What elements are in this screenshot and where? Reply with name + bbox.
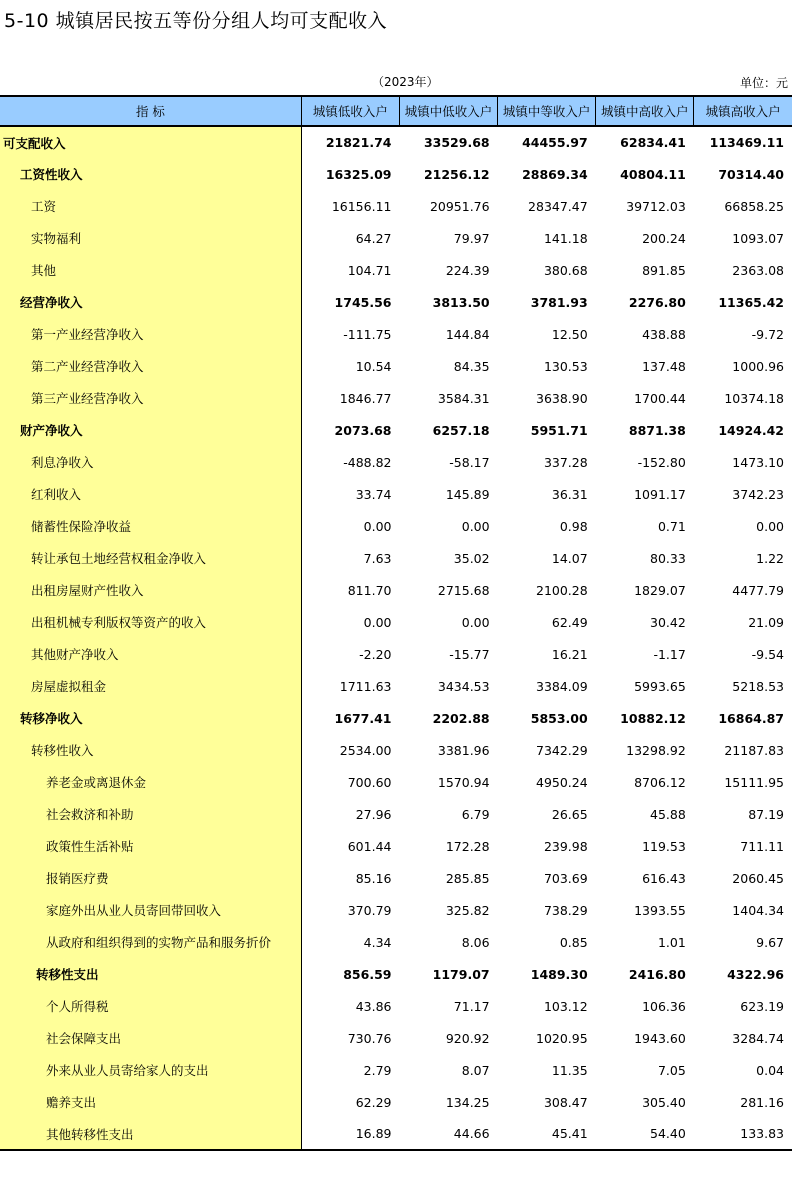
cell-value: 730.76: [347, 1030, 392, 1046]
table-row: [0, 414, 792, 446]
cell-value: 79.97: [453, 230, 490, 246]
cell-value: 21187.83: [724, 742, 784, 758]
cell-value: 5951.71: [530, 422, 588, 438]
cell-value: 16864.87: [718, 710, 784, 726]
cell-value: 1393.55: [634, 902, 686, 918]
cell-value: 6.79: [461, 806, 490, 822]
header-lower-middle-income: 城镇中低收入户: [399, 96, 497, 126]
cell-value: 8.06: [461, 934, 490, 950]
cell-value: 856.59: [343, 966, 392, 982]
cell-value: 66858.25: [724, 198, 784, 214]
cell-value: 64.27: [355, 230, 392, 246]
cell-value: 62.49: [551, 614, 588, 630]
cell-value: 133.83: [694, 1118, 792, 1150]
cell-value: 87.19: [748, 806, 784, 822]
cell-value: 281.16: [740, 1094, 784, 1110]
cell-value: 601.44: [347, 838, 392, 854]
cell-value: 0.04: [756, 1062, 784, 1078]
row-label: 转移性收入: [0, 734, 301, 766]
header-indicator: 指 标: [0, 96, 301, 126]
table-row: [0, 222, 792, 254]
cell-value: 7342.29: [536, 742, 588, 758]
cell-value: 54.40: [596, 1118, 694, 1150]
row-label: 储蓄性保险净收益: [0, 510, 301, 542]
cell-value: -2.20: [359, 646, 392, 662]
row-label: 报销医疗费: [0, 862, 301, 894]
table-row: [0, 190, 792, 222]
table-row: [0, 862, 792, 894]
income-table: [0, 95, 792, 1151]
cell-value: 36.31: [551, 486, 588, 502]
cell-value: 11365.42: [718, 294, 784, 310]
cell-value: 738.29: [543, 902, 588, 918]
table-row: [0, 990, 792, 1022]
cell-value: 12.50: [551, 326, 588, 342]
cell-value: 11.35: [551, 1062, 588, 1078]
cell-value: 4477.79: [732, 582, 784, 598]
cell-value: 33529.68: [423, 135, 490, 150]
row-label: 工资: [0, 190, 301, 222]
unit-note: 单位：元: [739, 76, 788, 90]
cell-value: 172.28: [445, 838, 490, 854]
header-upper-middle-income: 城镇中高收入户: [596, 96, 694, 126]
table-row: [0, 798, 792, 830]
row-label: 赡养支出: [0, 1086, 301, 1118]
cell-value: 1700.44: [634, 390, 686, 406]
cell-value: 2073.68: [334, 422, 392, 438]
cell-value: 3813.50: [432, 294, 490, 310]
cell-value: 44455.97: [522, 135, 588, 150]
table-row: [0, 510, 792, 542]
cell-value: 1179.07: [432, 966, 490, 982]
cell-value: 2276.80: [628, 294, 686, 310]
cell-value: 27.96: [355, 806, 392, 822]
table-row: [0, 1022, 792, 1054]
row-label: 利息净收入: [0, 446, 301, 478]
cell-value: 28347.47: [528, 198, 588, 214]
table-row: [0, 446, 792, 478]
cell-value: 4322.96: [727, 966, 784, 982]
cell-value: 239.98: [543, 838, 588, 854]
cell-value: 141.18: [543, 230, 588, 246]
cell-value: 2715.68: [437, 582, 490, 598]
cell-value: 0.00: [461, 614, 490, 630]
cell-value: 104.71: [347, 262, 392, 278]
cell-value: 3434.53: [437, 678, 490, 694]
table-row: [0, 350, 792, 382]
cell-value: 113469.11: [709, 135, 784, 150]
table-row: [0, 574, 792, 606]
cell-value: 45.88: [650, 806, 686, 822]
cell-value: 7.63: [363, 550, 392, 566]
row-label: 外来从业人员寄给家人的支出: [0, 1054, 301, 1086]
row-label: 可支配收入: [0, 126, 301, 158]
cell-value: 1020.95: [536, 1030, 588, 1046]
cell-value: 4.34: [363, 934, 392, 950]
header-low-income: 城镇低收入户: [301, 96, 399, 126]
cell-value: -9.72: [751, 326, 784, 342]
cell-value: 62.29: [355, 1094, 392, 1110]
cell-value: -9.54: [751, 646, 784, 662]
cell-value: 2100.28: [536, 582, 588, 598]
cell-value: 2202.88: [432, 710, 490, 726]
cell-value: 711.11: [740, 838, 784, 854]
cell-value: 45.41: [498, 1118, 596, 1150]
cell-value: 0.00: [461, 518, 490, 534]
cell-value: 33.74: [355, 486, 392, 502]
cell-value: 15111.95: [724, 774, 784, 790]
cell-value: 5993.65: [634, 678, 686, 694]
cell-value: 0.00: [363, 614, 392, 630]
table-row: [0, 670, 792, 702]
row-label: 转让承包土地经营权租金净收入: [0, 542, 301, 574]
table-row: [0, 254, 792, 286]
cell-value: 30.42: [650, 614, 686, 630]
cell-value: 14.07: [551, 550, 588, 566]
cell-value: 10374.18: [724, 390, 784, 406]
cell-value: 3742.23: [732, 486, 784, 502]
cell-value: 1829.07: [634, 582, 686, 598]
cell-value: 1.01: [657, 934, 686, 950]
row-label: 其他转移性支出: [0, 1118, 301, 1150]
row-label: 社会救济和补助: [0, 798, 301, 830]
cell-value: 35.02: [453, 550, 490, 566]
cell-value: 103.12: [543, 998, 588, 1014]
row-label: 工资性收入: [0, 158, 301, 190]
cell-value: 8706.12: [634, 774, 686, 790]
table-row: [0, 702, 792, 734]
cell-value: 1091.17: [634, 486, 686, 502]
cell-value: 26.65: [551, 806, 588, 822]
cell-value: 28869.34: [522, 166, 588, 182]
cell-value: 134.25: [445, 1094, 490, 1110]
cell-value: 119.53: [642, 838, 686, 854]
cell-value: 16.89: [301, 1118, 399, 1150]
row-label: 家庭外出从业人员寄回带回收入: [0, 894, 301, 926]
cell-value: 285.85: [445, 870, 490, 886]
row-label: 政策性生活补贴: [0, 830, 301, 862]
row-label: 经营净收入: [0, 286, 301, 318]
cell-value: 44.66: [399, 1118, 497, 1150]
cell-value: 16156.11: [331, 198, 392, 214]
cell-value: 14924.42: [718, 422, 784, 438]
row-label: 转移性支出: [0, 958, 301, 990]
cell-value: 7.05: [657, 1062, 686, 1078]
cell-value: 106.36: [642, 998, 686, 1014]
row-label: 其他财产净收入: [0, 638, 301, 670]
table-row: [0, 1086, 792, 1118]
cell-value: -488.82: [343, 454, 392, 470]
cell-value: 811.70: [347, 582, 392, 598]
cell-value: 4950.24: [536, 774, 588, 790]
table-body: [0, 126, 792, 1150]
row-label: 房屋虚拟租金: [0, 670, 301, 702]
cell-value: 1489.30: [530, 966, 588, 982]
row-label: 社会保障支出: [0, 1022, 301, 1054]
cell-value: 1000.96: [732, 358, 784, 374]
cell-value: 700.60: [347, 774, 392, 790]
cell-value: 0.98: [559, 518, 588, 534]
cell-value: 21.09: [748, 614, 784, 630]
table-row: [0, 126, 792, 158]
cell-value: 1677.41: [334, 710, 392, 726]
cell-value: 1745.56: [334, 294, 392, 310]
cell-value: 1093.07: [732, 230, 784, 246]
cell-value: 40804.11: [620, 166, 686, 182]
table-row: [0, 958, 792, 990]
cell-value: 891.85: [642, 262, 686, 278]
cell-value: 2416.80: [628, 966, 686, 982]
table-row: [0, 894, 792, 926]
cell-value: 337.28: [543, 454, 588, 470]
cell-value: 8871.38: [628, 422, 686, 438]
row-label: 出租机械专利版权等资产的收入: [0, 606, 301, 638]
cell-value: 16325.09: [325, 166, 392, 182]
cell-value: 380.68: [543, 262, 588, 278]
cell-value: 43.86: [355, 998, 392, 1014]
table-row: [0, 766, 792, 798]
cell-value: 1711.63: [339, 678, 392, 694]
row-label: 个人所得税: [0, 990, 301, 1022]
table-row: [0, 606, 792, 638]
table-row: [0, 1118, 792, 1150]
cell-value: 0.71: [657, 518, 686, 534]
cell-value: 325.82: [445, 902, 490, 918]
cell-value: 13298.92: [626, 742, 686, 758]
cell-value: 2.79: [363, 1062, 392, 1078]
header-high-income: 城镇高收入户: [694, 96, 792, 126]
row-label: 财产净收入: [0, 414, 301, 446]
table-row: [0, 158, 792, 190]
cell-value: 200.24: [642, 230, 686, 246]
cell-value: 1473.10: [732, 454, 784, 470]
cell-value: 5218.53: [732, 678, 784, 694]
cell-value: 623.19: [740, 998, 784, 1014]
cell-value: 85.16: [355, 870, 392, 886]
cell-value: 0.00: [363, 518, 392, 534]
cell-value: -15.77: [449, 646, 490, 662]
table-row: [0, 542, 792, 574]
cell-value: 21821.74: [325, 135, 392, 150]
cell-value: 5853.00: [530, 710, 588, 726]
row-label: 红利收入: [0, 478, 301, 510]
cell-value: 1404.34: [732, 902, 784, 918]
row-label: 养老金或离退休金: [0, 766, 301, 798]
cell-value: 0.00: [756, 518, 784, 534]
cell-value: -1.17: [653, 646, 686, 662]
row-label: 实物福利: [0, 222, 301, 254]
row-label: 出租房屋财产性收入: [0, 574, 301, 606]
year-note: （2023年）: [372, 75, 439, 89]
cell-value: 39712.03: [626, 198, 686, 214]
cell-value: 137.48: [642, 358, 686, 374]
cell-value: 70314.40: [718, 166, 784, 182]
row-label: 从政府和组织得到的实物产品和服务折价: [0, 926, 301, 958]
cell-value: 3284.74: [732, 1030, 784, 1046]
table-row: [0, 478, 792, 510]
table-row: [0, 1054, 792, 1086]
cell-value: 2534.00: [339, 742, 392, 758]
row-label: 第三产业经营净收入: [0, 382, 301, 414]
cell-value: 3381.96: [437, 742, 490, 758]
cell-value: 6257.18: [432, 422, 490, 438]
cell-value: 438.88: [642, 326, 686, 342]
row-label: 其他: [0, 254, 301, 286]
table-row: [0, 638, 792, 670]
cell-value: 3638.90: [536, 390, 588, 406]
table-row: [0, 286, 792, 318]
cell-value: 308.47: [543, 1094, 588, 1110]
cell-value: 9.67: [756, 934, 784, 950]
cell-value: 10.54: [355, 358, 392, 374]
cell-value: 703.69: [543, 870, 588, 886]
page-title: 5-10 城镇居民按五等份分组人均可支配收入: [4, 10, 388, 32]
cell-value: 10882.12: [620, 710, 686, 726]
cell-value: 3384.09: [536, 678, 588, 694]
cell-value: 20951.76: [429, 198, 490, 214]
cell-value: 84.35: [453, 358, 490, 374]
cell-value: -152.80: [637, 454, 686, 470]
table-row: [0, 830, 792, 862]
cell-value: 1570.94: [437, 774, 490, 790]
row-label: 第一产业经营净收入: [0, 318, 301, 350]
cell-value: 3584.31: [437, 390, 490, 406]
cell-value: 21256.12: [423, 166, 490, 182]
cell-value: 80.33: [650, 550, 686, 566]
cell-value: 2060.45: [732, 870, 784, 886]
cell-value: 224.39: [445, 262, 490, 278]
cell-value: 1943.60: [634, 1030, 686, 1046]
table-row: [0, 926, 792, 958]
cell-value: 62834.41: [620, 135, 686, 150]
cell-value: 71.17: [453, 998, 490, 1014]
cell-value: -58.17: [449, 454, 490, 470]
cell-value: 920.92: [445, 1030, 490, 1046]
cell-value: 1846.77: [339, 390, 392, 406]
cell-value: 144.84: [445, 326, 490, 342]
cell-value: -111.75: [343, 326, 392, 342]
cell-value: 616.43: [642, 870, 686, 886]
cell-value: 2363.08: [732, 262, 784, 278]
cell-value: 3781.93: [530, 294, 588, 310]
table-row: [0, 318, 792, 350]
cell-value: 0.85: [559, 934, 588, 950]
table-row: [0, 734, 792, 766]
cell-value: 16.21: [551, 646, 588, 662]
cell-value: 145.89: [445, 486, 490, 502]
cell-value: 305.40: [642, 1094, 686, 1110]
row-label: 第二产业经营净收入: [0, 350, 301, 382]
header-middle-income: 城镇中等收入户: [498, 96, 596, 126]
cell-value: 370.79: [347, 902, 392, 918]
table-header-row: [0, 96, 792, 126]
cell-value: 8.07: [461, 1062, 490, 1078]
table-row: [0, 382, 792, 414]
cell-value: 1.22: [756, 550, 784, 566]
row-label: 转移净收入: [0, 702, 301, 734]
cell-value: 130.53: [543, 358, 588, 374]
